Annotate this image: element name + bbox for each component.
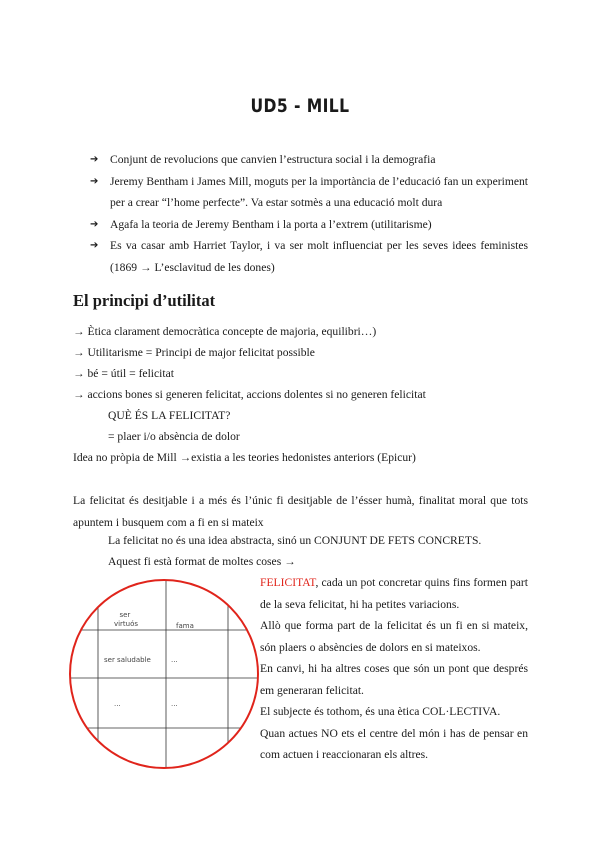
list-item: ➔ Conjunt de revolucions que canvien l’estructura social i la demografia xyxy=(90,149,528,171)
arrow-icon: ➔ xyxy=(90,175,99,187)
explanation-paragraph: El subjecte és tothom, és una ètica COL·LECTIVA. xyxy=(260,705,501,718)
explanation-paragraph: FELICITAT, cada un pot concretar quins fins formen part de la seva felicitat, hi ha petites variacions. xyxy=(260,576,528,611)
explanation-paragraph: Quan actues NO ets el centre del món i has de pensar en com actuen i reaccionaran els altres. xyxy=(260,726,528,761)
idea-line: Idea no pròpia de Mill →existia a les teories hedonistes anteriors (Epicur) xyxy=(73,451,416,464)
cell-more: ... xyxy=(171,700,178,708)
cell-fame: fama xyxy=(176,622,194,630)
happiness-keyword: FELICITAT xyxy=(260,576,316,589)
list-item: ➔ Es va casar amb Harriet Taylor, i va ser molt influenciat per les seves idees feministes (1869 → L’esclavitud de les dones) xyxy=(90,235,528,278)
happiness-paragraph: La felicitat és desitjable i a més és l’únic fi desitjable de l’ésser humà, finalitat moral que tots apuntem i busquem com a fi en si mateix xyxy=(73,494,528,529)
cell-health: ser saludable xyxy=(104,656,151,664)
happiness-answer: = plaer i/o absència de dolor xyxy=(108,430,240,443)
concrete-facts-line: La felicitat no és una idea abstracta, sinó un CONJUNT DE FETS CONCRETS. xyxy=(108,534,482,547)
utility-line: → Utilitarisme = Principi de major felicitat possible xyxy=(73,346,315,359)
happiness-question: QUÈ ÉS LA FELICITAT? xyxy=(108,409,231,422)
arrow-icon: ➔ xyxy=(90,218,99,230)
utility-line: → Ètica clarament democràtica concepte de majoria, equilibri…) xyxy=(73,325,377,338)
arrow-icon: ➔ xyxy=(90,240,99,251)
happiness-diagram xyxy=(68,578,260,770)
list-item: ➔ Jeremy Bentham i James Mill, moguts per la importància de l’educació fan un experiment per a crear “l’home perfecte”. Va estar sotmès a una educació molt dura xyxy=(90,171,528,214)
many-things-line: Aquest fi està format de moltes coses → xyxy=(108,555,296,568)
utility-line: → bé = útil = felicitat xyxy=(73,367,174,380)
bullet-list xyxy=(90,149,528,278)
cell-more: ... xyxy=(171,656,178,664)
arrow-icon: ➔ xyxy=(90,154,99,165)
happiness-explanation xyxy=(260,572,528,766)
cell-more: ... xyxy=(114,700,121,708)
diagram-grid xyxy=(68,578,260,770)
list-item: ➔ Agafa la teoria de Jeremy Bentham i la porta a l’extrem (utilitarisme) xyxy=(90,214,528,236)
section-heading: El principi d’utilitat xyxy=(73,291,216,310)
explanation-paragraph: Allò que forma part de la felicitat és un fi en si mateix, són plaers o absències de dolors en si mateixos. xyxy=(260,619,528,654)
cell-virtue: ser virtuós xyxy=(113,611,139,628)
explanation-paragraph: En canvi, hi ha altres coses que són un pont que després em generaran felicitat. xyxy=(260,662,528,697)
page-title: UD5 - MILL xyxy=(250,95,350,117)
utility-line: → accions bones si generen felicitat, accions dolentes si no generen felicitat xyxy=(73,388,426,401)
